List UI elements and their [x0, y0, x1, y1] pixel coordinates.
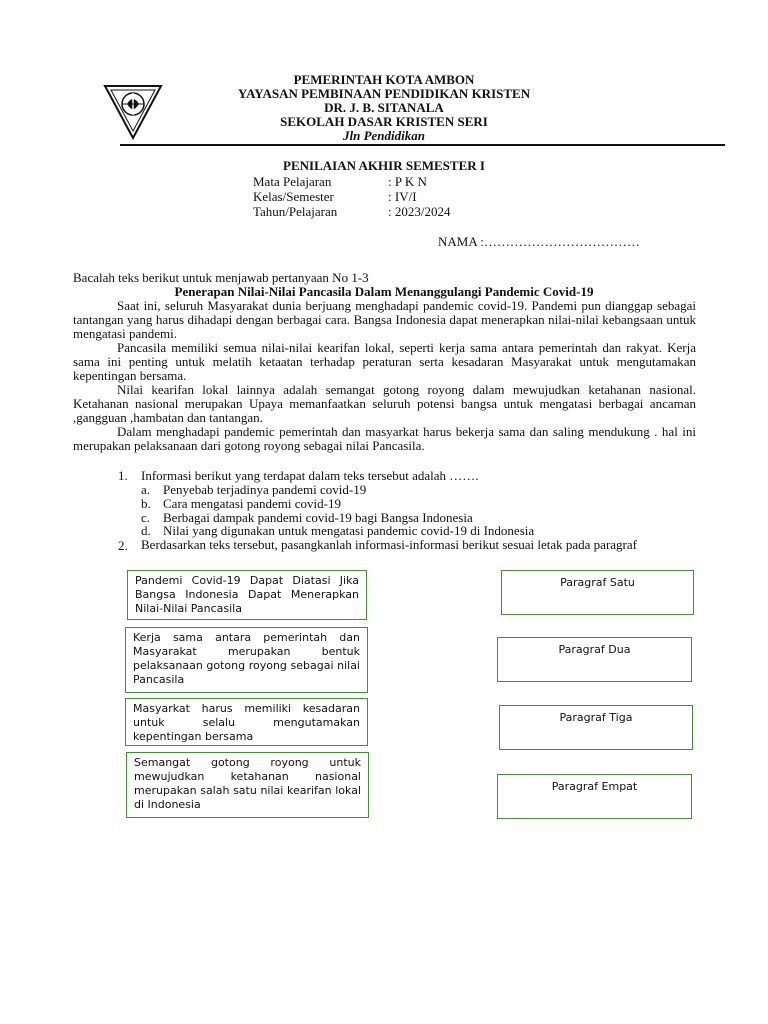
- meta-label-class: Kelas/Semester: [253, 189, 334, 204]
- reading-paragraph-2: Pancasila memiliki semua nilai-nilai kearifan lokal, seperti kerja sama antara pemerintah dan rakyat. Kerja sama ini penting untuk melatih ketaatan terhadap peraturan serta kesadaran Masyarakat untuk mengutamakan kepentingan bersama.: [73, 340, 696, 383]
- question-1-text: Informasi berikut yang terdapat dalam teks tersebut adalah …….: [141, 468, 479, 483]
- header-foundation: YAYASAN PEMBINAAN PENDIDIKAN KRISTEN: [237, 86, 531, 101]
- option-letter-c: c.: [141, 510, 151, 525]
- paragraph-box-2[interactable]: Paragraf Dua: [497, 637, 692, 682]
- header-founder: DR. J. B. SITANALA: [324, 100, 444, 115]
- option-a[interactable]: Penyebab terjadinya pandemi covid-19: [163, 482, 367, 497]
- reading-instruction: Bacalah teks berikut untuk menjawab pertanyaan No 1-3: [73, 270, 369, 285]
- reading-paragraph-4: Dalam menghadapi pandemic pemerintah dan masyarkat harus bekerja sama dan saling mendukung . hal ini merupakan pelaksanaan dari gotong royong sebagai nilai Pancasila.: [73, 424, 696, 453]
- option-letter-d: d.: [141, 523, 151, 538]
- info-box-1[interactable]: Pandemi Covid-19 Dapat Diatasi Jika Bangsa Indonesia Dapat Menerapkan Nilai-Nilai Pancasila: [127, 570, 367, 620]
- question-2-text: Berdasarkan teks tersebut, pasangkanlah informasi-informasi berikut sesuai letak pada paragraf: [141, 537, 637, 552]
- header-school-name: SEKOLAH DASAR KRISTEN SERI: [280, 114, 488, 129]
- meta-value-class: : IV/I: [388, 189, 417, 204]
- info-box-3[interactable]: Masyarkat harus memiliki kesadaran untuk selalu mengutamakan kepentingan bersama: [125, 698, 368, 746]
- option-c[interactable]: Berbagai dampak pandemi covid-19 bagi Bangsa Indonesia: [163, 510, 473, 525]
- question-1-number: 1.: [118, 468, 128, 483]
- student-name-field[interactable]: NAMA :………………………………: [438, 234, 640, 249]
- reading-title: Penerapan Nilai-Nilai Pancasila Dalam Menanggulangi Pandemic Covid-19: [174, 284, 594, 299]
- option-letter-a: a.: [141, 482, 151, 497]
- reading-paragraph-3: Nilai kearifan lokal lainnya adalah semangat gotong royong dalam mewujudkan ketahanan nasional. Ketahanan nasional merupakan Upaya memanfaatkan seluruh potensi bangsa untuk mengatasi berbagai ancaman ,gangguan ,hambatan dan tantangan.: [73, 382, 696, 425]
- info-box-2[interactable]: Kerja sama antara pemerintah dan Masyarakat merupakan bentuk pelaksanaan gotong royong sebagai nilai Pancasila: [125, 627, 368, 693]
- header-government: PEMERINTAH KOTA AMBON: [293, 72, 475, 87]
- paragraph-box-1[interactable]: Paragraf Satu: [501, 570, 694, 615]
- info-box-4[interactable]: Semangat gotong royong untuk mewujudkan ketahanan nasional merupakan salah satu nilai kearifan lokal di Indonesia: [126, 752, 369, 818]
- meta-value-year: : 2023/2024: [388, 204, 451, 219]
- option-b[interactable]: Cara mengatasi pandemi covid-19: [163, 496, 341, 511]
- meta-value-subject: : P K N: [388, 174, 427, 189]
- option-d[interactable]: Nilai yang digunakan untuk mengatasi pandemic covid-19 di Indonesia: [163, 523, 535, 538]
- option-letter-b: b.: [141, 496, 151, 511]
- meta-label-year: Tahun/Pelajaran: [253, 204, 338, 219]
- meta-label-subject: Mata Pelajaran: [253, 174, 332, 189]
- question-2-number: 2.: [118, 538, 128, 553]
- reading-paragraph-1: Saat ini, seluruh Masyarakat dunia berjuang menghadapi pandemic covid-19. Pandemi pun dianggap sebagai tantangan yang harus dihadapi dengan berbagai cara. Bangsa Indonesia dapat menerapkan nilai-nilai kebangsaan untuk mengatasi pandemi.: [73, 298, 696, 341]
- paragraph-box-4[interactable]: Paragraf Empat: [497, 774, 692, 819]
- header-address: Jln Pendidikan: [343, 128, 425, 143]
- exam-title: PENILAIAN AKHIR SEMESTER I: [283, 158, 485, 173]
- paragraph-box-3[interactable]: Paragraf Tiga: [499, 705, 693, 750]
- header-divider: [120, 144, 725, 146]
